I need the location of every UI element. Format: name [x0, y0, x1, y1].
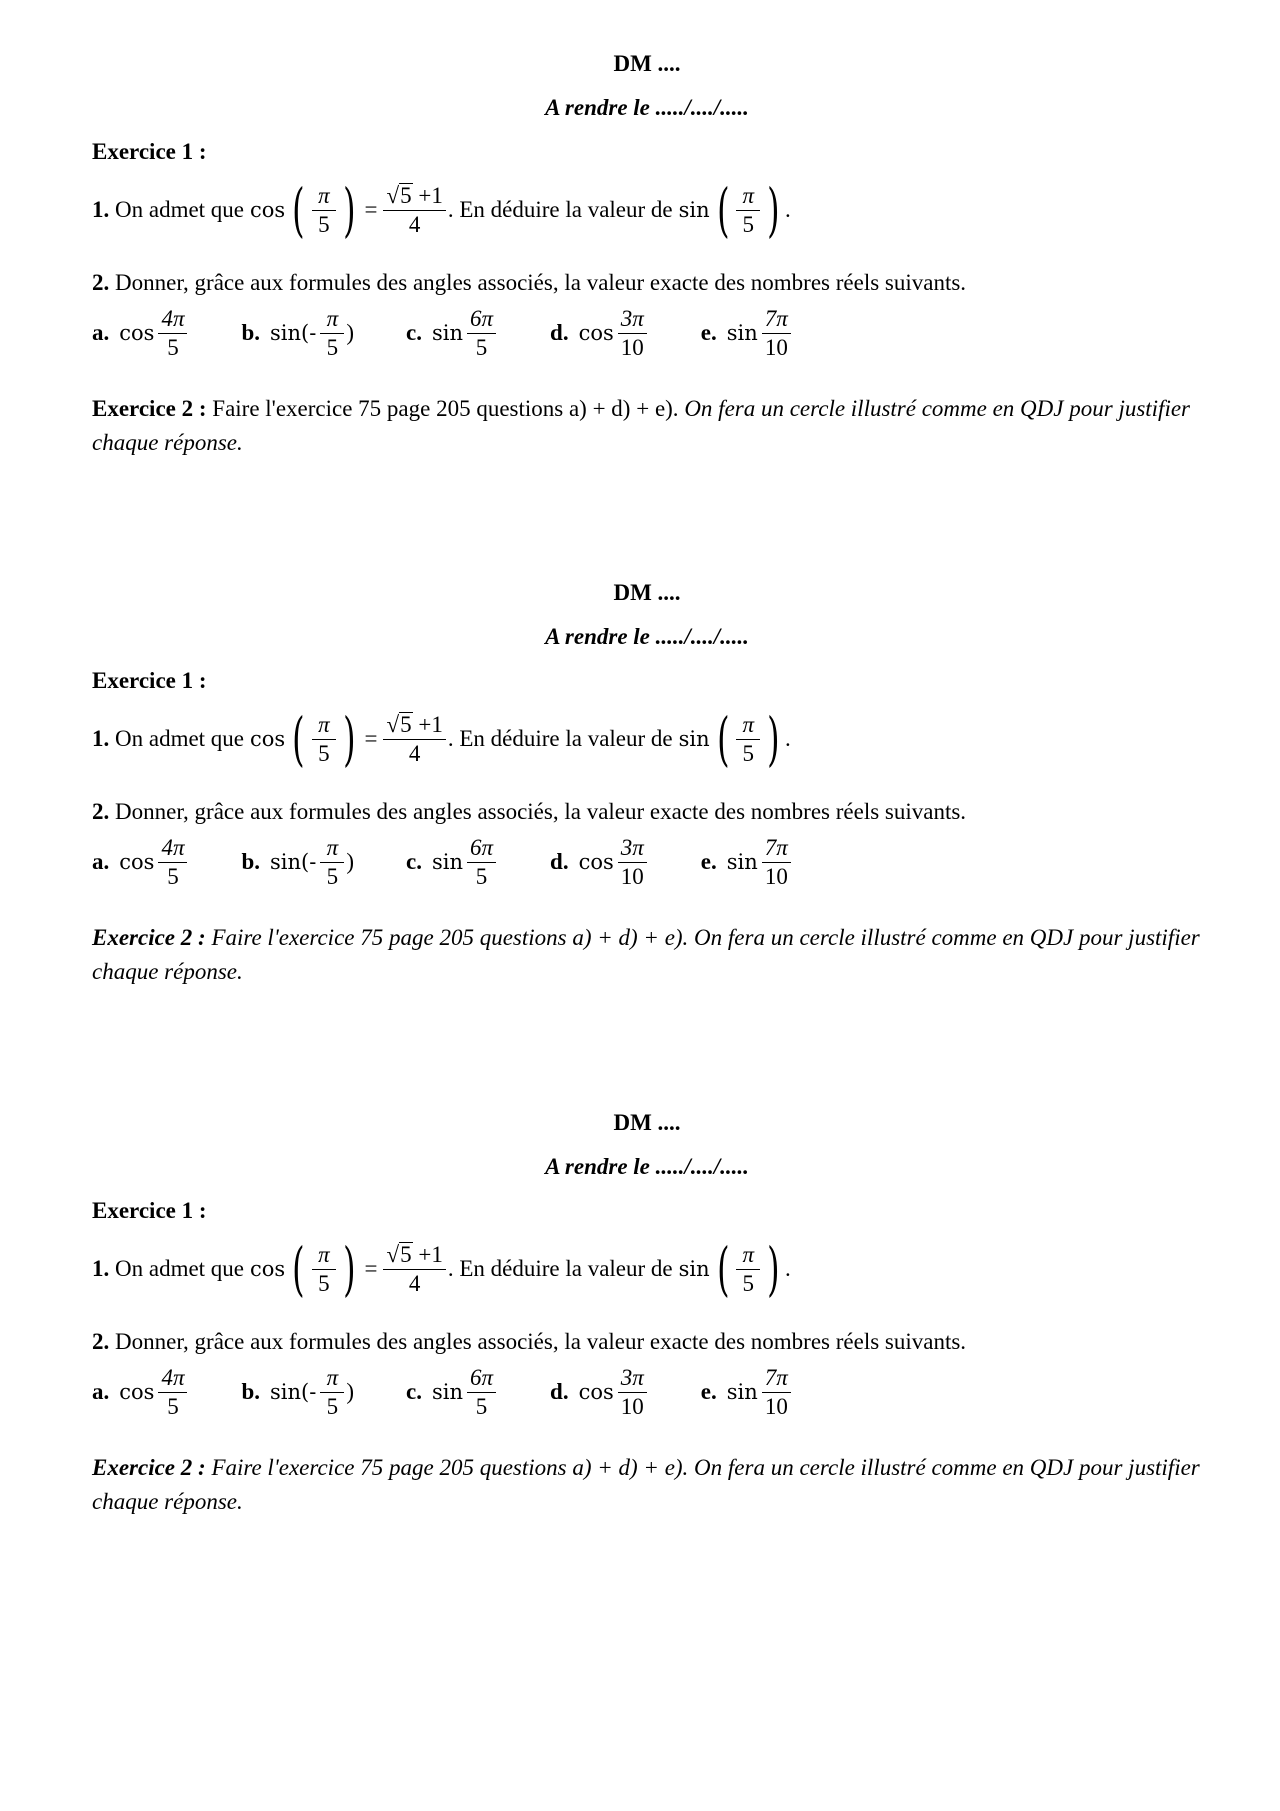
due-date: A rendre le ...../..../..... [545, 624, 749, 649]
trig-value-item-e [701, 1365, 793, 1420]
item-function: sin [431, 321, 463, 345]
item-label: c. [406, 1379, 422, 1404]
fraction-denominator: 5 [326, 1393, 339, 1419]
exercise-2-instruction: On fera un cercle illustré comme en QDJ pour justifier chaque réponse. [92, 396, 1190, 455]
equals-sign: = [364, 726, 378, 751]
cos-argument [287, 705, 360, 773]
question-2 [92, 1327, 1202, 1357]
square-root [386, 712, 412, 738]
fraction-denominator: 5 [167, 334, 179, 360]
question-1 [92, 1233, 1202, 1305]
exercise-1-heading: Exercice 1 : [92, 668, 207, 693]
trig-value-item-d [550, 1365, 649, 1420]
fraction-numerator: π [312, 1242, 336, 1270]
item-fraction [762, 306, 791, 361]
question-1-number: 1. [92, 726, 110, 751]
fraction-denominator: 10 [764, 334, 788, 360]
fraction-numerator: 4π [158, 306, 187, 334]
item-fraction [320, 835, 344, 890]
exercise-2 [92, 1451, 1202, 1519]
sin-function: sin [678, 198, 710, 222]
fraction-numerator [383, 712, 445, 740]
question-2-number: 2. [92, 270, 110, 295]
trig-value-item-c [406, 1365, 498, 1420]
trig-value-item-a [92, 1365, 189, 1420]
worksheet-1 [92, 42, 1202, 460]
fraction-denominator: 5 [475, 1393, 488, 1419]
item-label: a. [92, 1379, 110, 1404]
fraction-numerator: 6π [467, 306, 496, 334]
item-fraction [158, 306, 187, 361]
due-date: A rendre le ...../..../..... [545, 95, 749, 120]
item-function: sin [431, 850, 463, 874]
pi-over-5-fraction [312, 1242, 336, 1297]
sqrt-icon: √ [386, 711, 400, 737]
left-paren: ( [716, 1235, 730, 1303]
item-fraction [618, 1365, 647, 1420]
right-paren: ) [767, 1235, 780, 1303]
sqrt5-plus-1-over-4-fraction [383, 183, 445, 238]
item-label: b. [241, 320, 261, 345]
item-function: cos [578, 321, 614, 345]
sqrt-radicand: 5 [400, 182, 412, 208]
item-fraction [467, 835, 496, 890]
sqrt-icon: √ [386, 1241, 400, 1267]
right-paren: ) [342, 176, 356, 244]
right-paren: ) [342, 705, 356, 773]
fraction-numerator: 4π [158, 1365, 187, 1393]
exercise-1-heading: Exercice 1 : [92, 139, 207, 164]
square-root [386, 183, 412, 209]
fraction-denominator: 10 [620, 1393, 644, 1419]
trig-value-item-b [241, 1365, 354, 1420]
item-label: a. [92, 320, 110, 345]
trig-value-item-e [701, 835, 793, 890]
exercise-1-heading: Exercice 1 : [92, 1198, 207, 1223]
due-date: A rendre le ...../..../..... [545, 1154, 749, 1179]
trig-value-item-a [92, 835, 189, 890]
pi-over-5-fraction [312, 712, 336, 767]
fraction-numerator: 6π [467, 1365, 496, 1393]
fraction-denominator: 10 [620, 334, 644, 360]
question-1-number: 1. [92, 197, 110, 222]
fraction-numerator: 3π [618, 1365, 647, 1393]
cos-argument [287, 1235, 360, 1303]
square-root [386, 1242, 412, 1268]
fraction-numerator [383, 1242, 445, 1270]
item-function: sin [726, 321, 758, 345]
item-fraction [158, 1365, 187, 1420]
question-2-text: Donner, grâce aux formules des angles associés, la valeur exacte des nombres réels suivants. [115, 270, 967, 295]
question-1-intro: On admet que [115, 726, 245, 751]
dm-title: DM .... [613, 1110, 681, 1135]
fraction-denominator: 5 [326, 863, 339, 889]
fraction-numerator: 7π [762, 1365, 791, 1393]
item-fraction [762, 835, 791, 890]
fraction-denominator: 5 [318, 740, 330, 766]
item-function: sin(- [270, 1380, 317, 1404]
pi-over-5-fraction [312, 183, 336, 238]
fraction-denominator: 5 [167, 1393, 179, 1419]
fraction-denominator: 5 [475, 334, 488, 360]
question-1-number: 1. [92, 1256, 110, 1281]
item-suffix: ) [346, 849, 354, 874]
question-2-items [92, 300, 1202, 366]
fraction-numerator: π [320, 1365, 344, 1393]
sqrt-radicand: 5 [400, 1241, 412, 1267]
item-suffix: ) [346, 1379, 354, 1404]
sin-argument [712, 176, 785, 244]
exercise-2-text: Faire l'exercice 75 page 205 questions a) + d) + e). On fera un cercle illustré comme en QDJ pour justifier chaque réponse. [92, 925, 1200, 984]
item-function: sin(- [270, 321, 317, 345]
fraction-numerator: 3π [618, 835, 647, 863]
exercise-2-heading: Exercice 2 : [92, 396, 207, 421]
fraction-denominator: 5 [475, 863, 488, 889]
trig-value-item-c [406, 835, 498, 890]
question-1-period: . [784, 197, 791, 222]
fraction-numerator: π [736, 183, 760, 211]
right-paren: ) [767, 176, 780, 244]
trig-value-item-a [92, 306, 189, 361]
left-paren: ( [292, 176, 305, 244]
item-label: c. [406, 849, 422, 874]
item-function: cos [578, 1380, 614, 1404]
item-function: sin [726, 1380, 758, 1404]
item-function: cos [119, 1380, 155, 1404]
item-label: b. [241, 849, 261, 874]
trig-value-item-e [701, 306, 793, 361]
exercise-2 [92, 392, 1202, 460]
left-paren: ( [716, 705, 730, 773]
question-2 [92, 268, 1202, 298]
cos-function: cos [250, 198, 286, 222]
exercise-2-heading: Exercice 2 : [92, 925, 206, 950]
fraction-numerator: 6π [467, 835, 496, 863]
fraction-numerator [383, 183, 445, 211]
sin-argument [712, 705, 785, 773]
fraction-numerator: π [312, 712, 336, 740]
left-paren: ( [292, 1235, 305, 1303]
question-2-text: Donner, grâce aux formules des angles associés, la valeur exacte des nombres réels suivants. [115, 799, 967, 824]
plus-one: +1 [412, 711, 443, 737]
sin-argument [712, 1235, 785, 1303]
item-fraction [158, 835, 187, 890]
left-paren: ( [716, 176, 730, 244]
fraction-denominator: 4 [408, 211, 421, 237]
worksheet-3 [92, 1101, 1202, 1519]
fraction-denominator: 10 [764, 863, 788, 889]
trig-value-item-b [241, 835, 354, 890]
fraction-numerator: π [736, 712, 760, 740]
right-paren: ) [342, 1235, 356, 1303]
fraction-numerator: 7π [762, 306, 791, 334]
item-label: e. [700, 320, 717, 345]
cos-argument [287, 176, 360, 244]
trig-value-item-d [550, 835, 649, 890]
sin-function: sin [678, 1257, 710, 1281]
item-fraction [618, 306, 647, 361]
exercise-2-text: Faire l'exercice 75 page 205 questions a) + d) + e). [212, 396, 679, 421]
question-2-items [92, 1359, 1202, 1425]
right-paren: ) [767, 705, 780, 773]
item-fraction [467, 1365, 496, 1420]
question-1 [92, 703, 1202, 775]
sin-function: sin [678, 727, 710, 751]
fraction-denominator: 5 [318, 1270, 330, 1296]
fraction-denominator: 10 [764, 1393, 788, 1419]
fraction-denominator: 5 [742, 1270, 755, 1296]
fraction-numerator: π [320, 306, 344, 334]
item-fraction [320, 1365, 344, 1420]
item-fraction [618, 835, 647, 890]
fraction-denominator: 10 [620, 863, 644, 889]
question-1-intro: On admet que [115, 1256, 245, 1281]
question-2-text: Donner, grâce aux formules des angles associés, la valeur exacte des nombres réels suivants. [115, 1329, 967, 1354]
cos-function: cos [250, 727, 286, 751]
item-label: c. [406, 320, 422, 345]
item-fraction [762, 1365, 791, 1420]
pi-over-5-fraction [736, 183, 760, 238]
exercise-2-text: Faire l'exercice 75 page 205 questions a) + d) + e). On fera un cercle illustré comme en QDJ pour justifier chaque réponse. [92, 1455, 1200, 1514]
item-label: d. [550, 320, 569, 345]
item-label: d. [550, 849, 569, 874]
item-function: cos [119, 321, 155, 345]
fraction-numerator: 7π [762, 835, 791, 863]
question-1-deduce: . En déduire la valeur de [447, 197, 673, 222]
question-1-period: . [784, 726, 791, 751]
item-function: sin [726, 850, 758, 874]
fraction-numerator: π [320, 835, 344, 863]
question-1-period: . [784, 1256, 791, 1281]
question-1-deduce: . En déduire la valeur de [447, 726, 673, 751]
cos-function: cos [250, 1257, 286, 1281]
sqrt5-plus-1-over-4-fraction [383, 1242, 445, 1297]
trig-value-item-b [241, 306, 354, 361]
item-fraction [320, 306, 344, 361]
fraction-numerator: π [736, 1242, 760, 1270]
exercise-2-heading: Exercice 2 : [92, 1455, 206, 1480]
sqrt5-plus-1-over-4-fraction [383, 712, 445, 767]
item-fraction [467, 306, 496, 361]
item-function: sin [431, 1380, 463, 1404]
question-1 [92, 174, 1202, 246]
dm-title: DM .... [613, 580, 681, 605]
fraction-denominator: 4 [408, 1270, 421, 1296]
item-function: cos [119, 850, 155, 874]
question-1-intro: On admet que [115, 197, 245, 222]
fraction-denominator: 5 [326, 334, 339, 360]
left-paren: ( [292, 705, 305, 773]
question-2-number: 2. [92, 1329, 110, 1354]
item-label: a. [92, 849, 110, 874]
item-label: e. [700, 849, 717, 874]
fraction-numerator: 3π [618, 306, 647, 334]
trig-value-item-d [550, 306, 649, 361]
worksheet-2 [92, 571, 1202, 989]
question-2 [92, 797, 1202, 827]
trig-value-item-c [406, 306, 498, 361]
item-function: sin(- [270, 850, 317, 874]
item-suffix: ) [346, 320, 354, 345]
item-label: d. [550, 1379, 569, 1404]
fraction-denominator: 5 [318, 211, 330, 237]
fraction-denominator: 5 [742, 740, 755, 766]
pi-over-5-fraction [736, 1242, 760, 1297]
fraction-denominator: 5 [742, 211, 755, 237]
fraction-numerator: 4π [158, 835, 187, 863]
item-label: e. [700, 1379, 717, 1404]
fraction-denominator: 4 [408, 740, 421, 766]
item-label: b. [241, 1379, 261, 1404]
fraction-numerator: π [312, 183, 336, 211]
question-2-items [92, 829, 1202, 895]
fraction-denominator: 5 [167, 863, 179, 889]
question-2-number: 2. [92, 799, 110, 824]
plus-one: +1 [412, 182, 443, 208]
sqrt-icon: √ [386, 182, 400, 208]
sqrt-radicand: 5 [400, 711, 412, 737]
pi-over-5-fraction [736, 712, 760, 767]
exercise-2 [92, 921, 1202, 989]
equals-sign: = [364, 1256, 378, 1281]
question-1-deduce: . En déduire la valeur de [447, 1256, 673, 1281]
dm-title: DM .... [613, 51, 681, 76]
item-function: cos [578, 850, 614, 874]
equals-sign: = [364, 197, 378, 222]
plus-one: +1 [412, 1241, 443, 1267]
